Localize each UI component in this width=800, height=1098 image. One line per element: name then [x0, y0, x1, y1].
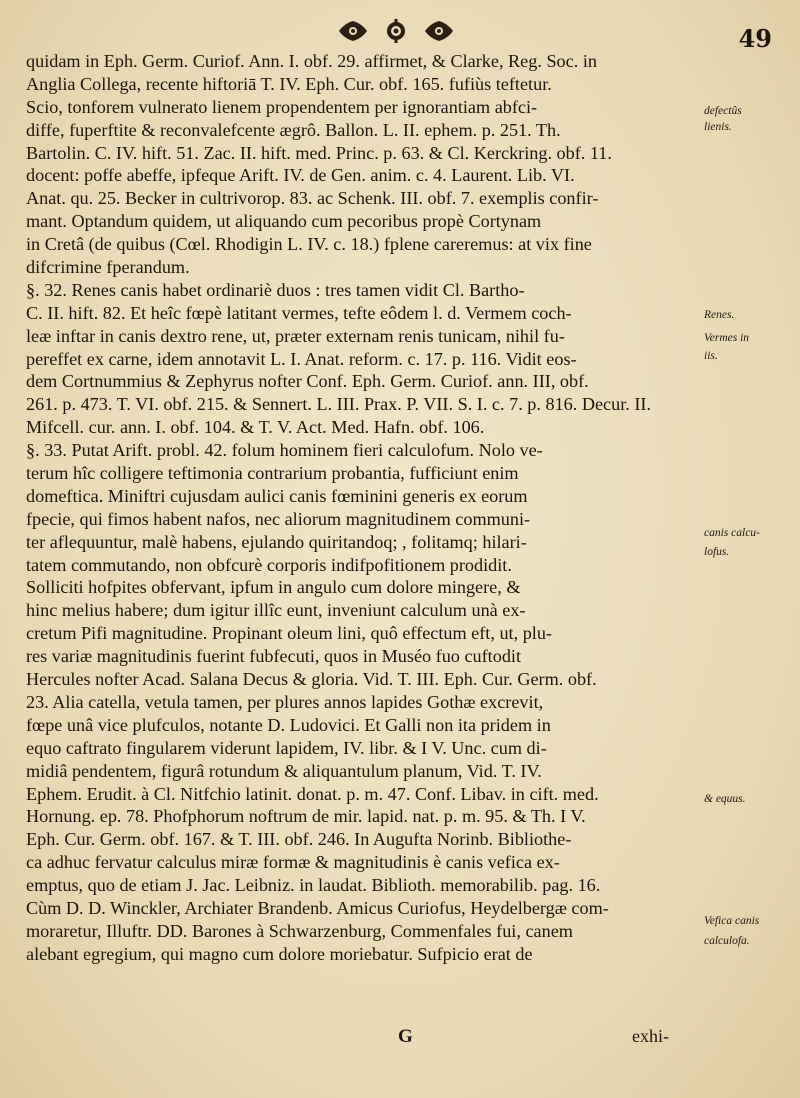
text-line: docent: poffe abeffe, ipfeque Arift. IV. de Gen. anim. c. 4. Laurent. Lib. VI.	[26, 165, 575, 186]
text-line: Hercules nofter Acad. Salana Decus & gloria. Vid. T. III. Eph. Cur. Germ. obf.	[26, 669, 597, 690]
text-line: fœpe unâ vice plufculos, notante D. Ludovici. Et Galli non ita pridem in	[26, 714, 551, 735]
margin-note: Vermes in	[704, 332, 750, 344]
margin-note: calculofa.	[704, 935, 750, 947]
fleuron-right-icon	[422, 19, 456, 43]
text-line: ca adhuc fervatur calculus miræ formæ & magnitudinis è canis vefica ex-	[26, 852, 560, 873]
text-line: dem Cortnummius & Zephyrus nofter Conf. Eph. Germ. Curiof. ann. III, obf.	[26, 371, 589, 392]
text-line: res variæ magnitudinis fuerint fubfecuti, quos in Muséo fuo cuftodit	[26, 646, 522, 667]
main-text-block	[26, 50, 702, 966]
margin-note: & equus.	[704, 793, 746, 805]
text-line: fpecie, qui fimos habent nafos, nec aliorum magnitudinem communi-	[26, 508, 531, 529]
margin-note: defectûs	[704, 105, 742, 117]
text-line: diffe, fuperftite & reconvalefcente ægrô. Ballon. L. II. ephem. p. 251. Th.	[26, 119, 561, 140]
text-line: tatem commutando, non obfcurè corporis indifpofitionem prodidit.	[26, 554, 512, 575]
text-line: Ephem. Erudit. à Cl. Nitfchio latinit. donat. p. m. 47. Conf. Libav. in cift. med.	[26, 783, 599, 804]
text-line: domeftica. Miniftri cujusdam aulici canis fœminini generis ex eorum	[26, 485, 528, 506]
text-line: Mifcell. cur. ann. I. obf. 104. & T. V. Act. Med. Hafn. obf. 106.	[26, 417, 485, 438]
text-line: Solliciti hofpites obfervant, ipfum in angulo cum dolore mingere, &	[26, 577, 521, 598]
margin-note: Renes.	[704, 309, 735, 321]
text-line: ter aflequuntur, malè habens, ejulando quiritandoq; , folitamq; hilari-	[26, 531, 527, 552]
text-line: Eph. Cur. Germ. obf. 167. & T. III. obf. 246. In Augufta Norinb. Bibliothe-	[26, 829, 572, 850]
text-line: hinc melius habere; dum igitur illîc eunt, inveniunt calculum unà ex-	[26, 600, 526, 621]
text-line: alebant egregium, qui magno cum dolore moriebatur. Sufpicio erat de	[26, 943, 533, 964]
text-line: cretum Pifi magnitudine. Propinant oleum lini, quô effectum eft, ut, plu-	[26, 623, 552, 644]
text-line: Bartolin. C. IV. hift. 51. Zac. II. hift. med. Princ. p. 63. & Cl. Kerckring. obf. 11.	[26, 142, 612, 163]
margin-note: iis.	[704, 350, 718, 362]
text-line: pereffet ex carne, idem annotavit L. I. Anat. reform. c. 17. p. 116. Vidit eos-	[26, 348, 577, 369]
text-line: equo caftrato fingularem viderunt lapidem, IV. libr. & I V. Unc. cum di-	[26, 737, 547, 758]
text-line: 23. Alia catella, vetula tamen, per plures annos lapides Gothæ excrevit,	[26, 691, 544, 712]
text-line: Cùm D. D. Winckler, Archiater Brandenb. Amicus Curiofus, Heydelbergæ com-	[26, 897, 609, 918]
text-line: Anat. qu. 25. Becker in cultrivorop. 83. ac Schenk. III. obf. 7. exemplis confir-	[26, 188, 599, 209]
text-line: emptus, quo de etiam J. Jac. Leibniz. in laudat. Biblioth. memorabilib. pag. 16.	[26, 875, 601, 896]
text-line: terum hîc colligere teftimonia contrarium probantia, fufficiunt enim	[26, 463, 519, 484]
margin-note: lienis.	[704, 121, 732, 133]
margin-note: Vefica canis	[704, 915, 760, 927]
text-line: Hornung. ep. 78. Phofphorum noftrum de mir. lapid. nat. p. m. 95. & Th. I V.	[26, 806, 586, 827]
signature-mark: G	[398, 1026, 413, 1047]
text-line: §. 33. Putat Arift. probl. 42. folum hominem fieri calculofum. Nolo ve-	[26, 440, 543, 461]
text-line: 261. p. 473. T. VI. obf. 215. & Sennert. L. III. Prax. P. VII. S. I. c. 7. p. 816. Decur. II.	[26, 394, 652, 415]
text-line: difcrimine fperandum.	[26, 257, 190, 278]
text-line: moraretur, Illuftr. DD. Barones à Schwarzenburg, Commenfales fui, canem	[26, 920, 573, 941]
page-header	[0, 14, 800, 53]
text-line: in Cretâ (de quibus (Cœl. Rhodigin L. IV. c. 18.) fplene careremus: at vix fine	[26, 234, 592, 255]
fleuron-center-icon	[381, 19, 411, 43]
catchword: exhi-	[632, 1026, 669, 1046]
text-line: Scio, tonforem vulnerato lienem propendentem per ignorantiam abfci-	[26, 96, 538, 117]
text-line: midiâ pendentem, figurâ rotundum & aliquantulum planum, Vid. T. IV.	[26, 760, 542, 781]
text-line: §. 32. Renes canis habet ordinariè duos : tres tamen vidit Cl. Bartho-	[26, 279, 525, 300]
margin-note: canis calcu-	[704, 527, 760, 539]
text-line: quidam in Eph. Germ. Curiof. Ann. I. obf. 29. affirmet, & Clarke, Reg. Soc. in	[26, 51, 597, 71]
text-line: Anglia Collega, recente hiftoriā T. IV. Eph. Cur. obf. 165. fufiùs teftetur.	[26, 73, 552, 94]
text-line: leæ inftar in canis dextro rene, ut, præter externam renis tunicam, nihil fu-	[26, 325, 565, 346]
fleuron-left-icon	[336, 19, 370, 43]
page-number: 49	[738, 24, 772, 53]
margin-note: lofus.	[704, 546, 730, 558]
text-line: mant. Optandum quidem, ut aliquando cum pecoribus propè Cortynam	[26, 211, 542, 232]
text-line: C. II. hift. 82. Et heîc fœpè latitant vermes, tefte eôdem l. d. Vermem coch-	[26, 302, 572, 323]
header-ornament	[336, 18, 456, 44]
